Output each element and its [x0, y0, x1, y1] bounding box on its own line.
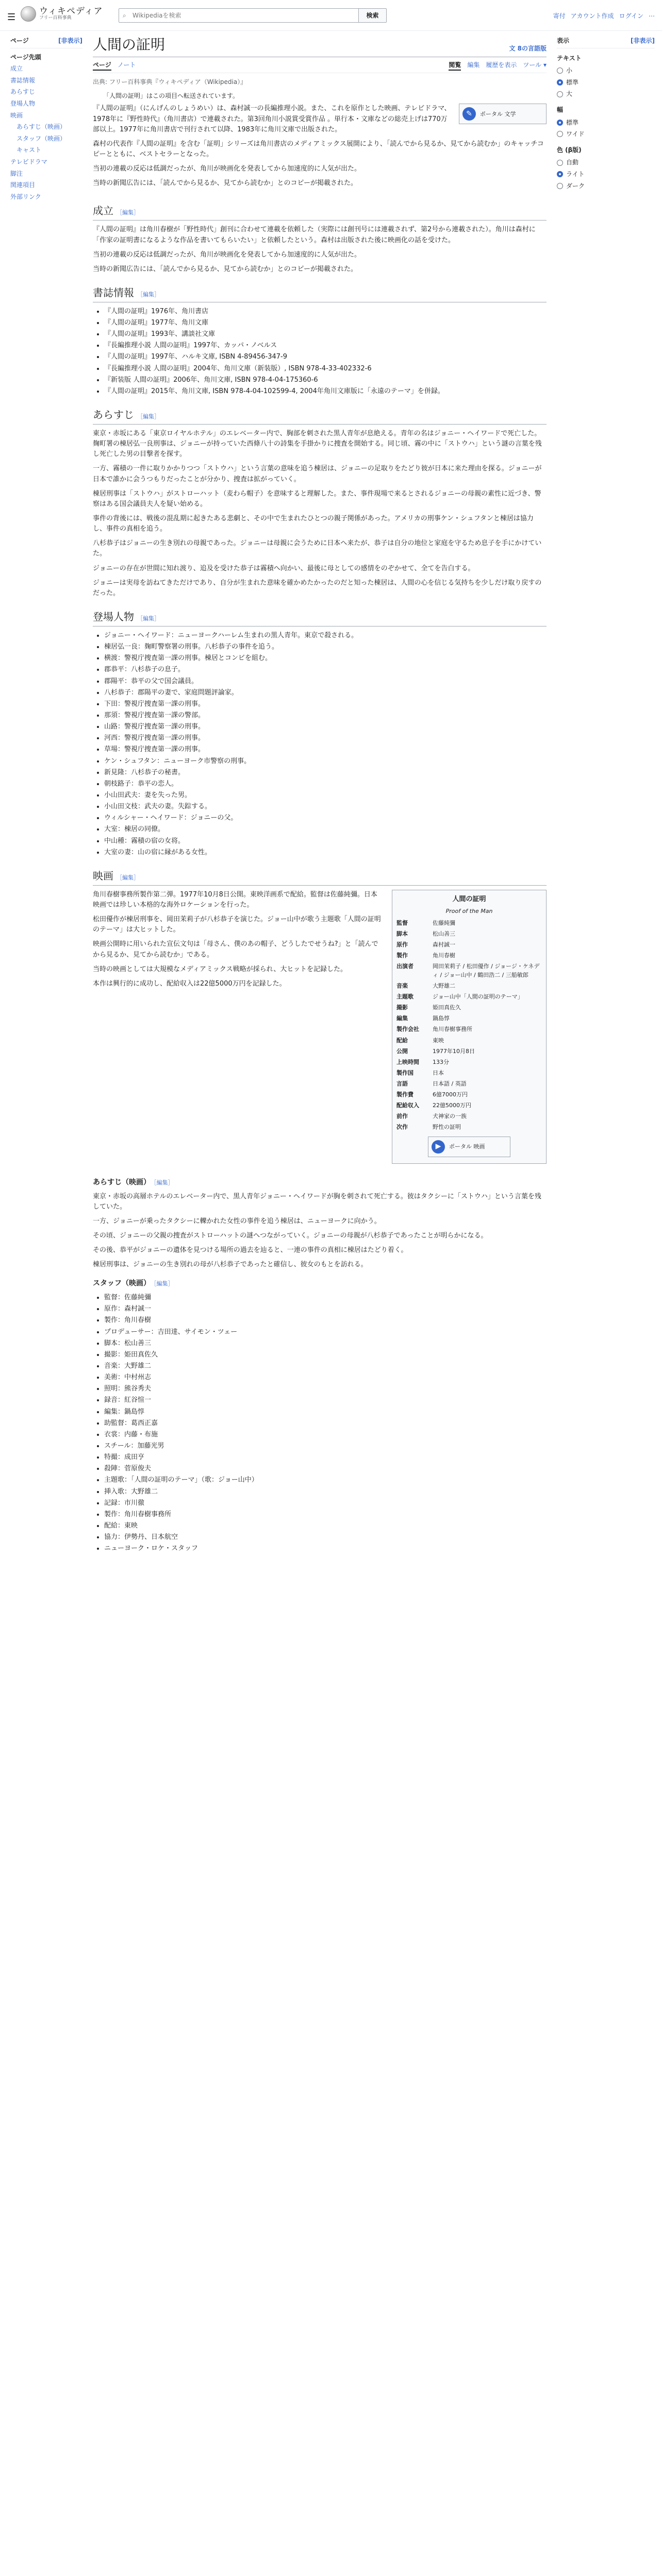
globe-icon: [21, 6, 36, 22]
arasuji-eiga-paragraph: その後、恭平がジョニーの遺体を見つける場所の過去を辿ると、一連の事件の真相に棟居はたどり着く。: [93, 1246, 408, 1255]
toc-item-external[interactable]: 外部リンク: [10, 193, 41, 200]
table-row: 上映時間 133分: [396, 1058, 449, 1065]
table-row: 主題歌 ジョー山中「人間の証明のテーマ」: [396, 993, 523, 1001]
width-standard-option[interactable]: 標準: [557, 117, 655, 129]
intro-paragraph-1: 『人間の証明』（にんげんのしょうめい）は、森村誠一の長編推理小説。また、これを原作とした映画、テレビドラマ、1978年に『野性時代』（角川書店）で連載された。第3回角川小説賞受賞作品 。単行本・文庫などの総売上げは770万部以上。1977年に角川書店で刊行されて以降、1983年に角川文庫で出版された。: [93, 105, 451, 133]
search-bar: [119, 8, 387, 23]
text-size-small-option[interactable]: 小: [557, 65, 655, 77]
list-item: • 衣裳：内藤・布施: [104, 1430, 547, 1440]
toc-item-related[interactable]: 関連項目: [10, 181, 36, 189]
portal-box[interactable]: [459, 104, 547, 124]
list-item: • 『長編推理小説 人間の証明』1997年、カッパ・ノベルス: [104, 341, 547, 351]
arasuji-eiga-paragraph: 東京・赤坂の高層ホテルのエレベーター内で、黒人青年ジョニー・ヘイワードが胸を刺されて死亡する。彼はタクシーに「ストウハ」という言葉を残していた。: [93, 1192, 541, 1211]
heading-jinbutsu: 登場人物 ［編集］: [93, 609, 547, 626]
edit-link[interactable]: ［編集］: [117, 874, 139, 881]
seiritsu-paragraph-3: 当時の新聞広告には、「読んでから見るか、見てから読むか」とのコピーが掲載された。: [93, 265, 357, 273]
list-item: • 助監督：葛西正嘉: [104, 1418, 547, 1429]
infobox-subtitle: Proof of the Man: [445, 907, 493, 914]
toc-item-arasuji[interactable]: あらすじ: [10, 88, 36, 96]
tab-edit[interactable]: 編集: [467, 61, 480, 69]
arasuji-paragraph: 一方、霧積の一件に取りかかりつつ「ストウハ」という言葉の意味を追う棟居は、ジョニーの足取りをたどり彼が日本に来た理由を探る。ジョニーが日本で誰かに会うつもりだったことが分かり、捜査は拡がっていく。: [93, 465, 542, 483]
toc-heading: ページ: [10, 37, 29, 44]
staff-list: [104, 1293, 547, 1554]
table-row: 出演者 岡田茉莉子 / 松田優作 / ジョージ・ケネディ / ジョー山中 / 鶴田浩二 / 三船敏郎: [396, 963, 540, 979]
arasuji-eiga-paragraph: 棟居刑事は、ジョニーの生き別れの母が八杉恭子であったと確信し、彼女のもとを訪れる。: [93, 1261, 368, 1269]
site-header: [0, 0, 662, 31]
list-item: • 『人間の証明』1976年、角川書店: [104, 307, 547, 317]
toc-item-cast[interactable]: キャスト: [16, 146, 42, 154]
heading-staff: スタッフ（映画） ［編集］: [93, 1279, 174, 1288]
heading-shoshi: 書誌情報 ［編集］: [93, 285, 547, 302]
seiritsu-paragraph-1: 『人間の証明』は角川春樹が「野性時代」創刊に合わせて連載を依頼した（実際には創刊号には連載されず、第2号から連載された）。角川は森村に「作家の証明書になるような作品を書いてもらいたい」と依頼したという。森村は出版された後に映画化の話を受けた。: [93, 226, 536, 244]
eiga-paragraph-5: 本作は興行的に成功し、配給収入は22億5000万円を記録した。: [93, 979, 286, 988]
text-size-large-option[interactable]: 大: [557, 88, 655, 100]
radio-selected-icon: [557, 120, 563, 126]
heading-eiga: 映画 ［編集］: [93, 868, 547, 886]
seiritsu-paragraph-2: 当初の連載の反応は低調だったが、角川が映画化を発表してから加速度的に人気が出た。: [93, 250, 361, 259]
eiga-paragraph-2: 松田優作が棟居刑事を、岡田茉莉子が八杉恭子を演じた。ジョー山中が歌う主題歌「人間の証明のテーマ」は大ヒットした。: [93, 916, 381, 934]
text-size-label: テキスト: [557, 54, 582, 62]
radio-icon: [557, 160, 563, 166]
list-item: • 協力：伊勢丹、日本航空: [104, 1532, 547, 1543]
list-item: • 主題歌：「人間の証明のテーマ」（歌：ジョー山中）: [104, 1475, 547, 1485]
appearance-panel: [557, 36, 655, 192]
list-item: • 小山田武夫：妻を失った男。: [104, 790, 547, 801]
infobox-table: [394, 918, 544, 1132]
heading-arasuji: あらすじ ［編集］: [93, 407, 547, 425]
radio-icon: [557, 131, 563, 137]
list-item: • 原作：森村誠一: [104, 1304, 547, 1314]
toc-item-notes[interactable]: 脚注: [10, 170, 23, 177]
intro-paragraph-2: 森村の代表作『人間の証明』を含む「証明」シリーズは角川書店のメディアミックス展開により、「読んでから見るか、見てから読むか」のキャッチコピーとともに、ベストセラーとなった。: [93, 140, 544, 158]
table-row: 公開 1977年10月8日: [396, 1047, 475, 1055]
list-item: • 記録：市川徹: [104, 1498, 547, 1509]
arasuji-paragraph: 棟居刑事は「ストウハ」がストローハット（麦わら帽子）を意味すると理解した。また、事件現場で来るとされるジョニーの母親の素性に近づき、警察はある国会議員夫人を疑い始める。: [93, 489, 541, 508]
list-item: • 脚本：松山善三: [104, 1338, 547, 1349]
list-item: • 郡恭平：八杉恭子の息子。: [104, 665, 547, 675]
edit-link[interactable]: ［編集］: [117, 209, 139, 216]
shoshi-list: [104, 307, 547, 397]
list-item: • 殺陣：菅原俊夫: [104, 1464, 547, 1474]
edit-link[interactable]: ［編集］: [137, 413, 160, 420]
page-title: 人間の証明: [93, 36, 166, 53]
article-content: [93, 36, 547, 1558]
list-item: • 棟居弘一良：麹町警察署の刑事。八杉恭子の事件を追う。: [104, 642, 547, 652]
eiga-paragraph-4: 当時の映画としては大規模なメディアミックス戦略が採られ、大ヒットを記録した。: [93, 965, 347, 973]
width-label: 幅: [557, 106, 564, 113]
list-item: • 大室：棟居の同僚。: [104, 824, 547, 835]
hamburger-menu-icon[interactable]: ☰: [7, 12, 16, 23]
portal-label: ポータル 文学: [480, 110, 516, 117]
logo-title: ウィキペディア: [39, 6, 103, 16]
table-row: 編集 鍋島惇: [396, 1015, 450, 1022]
search-input[interactable]: [119, 8, 359, 23]
tab-read[interactable]: 閲覧: [449, 60, 461, 71]
table-of-contents: [10, 36, 82, 202]
edit-link[interactable]: ［編集］: [137, 291, 160, 298]
list-item: • 横渡：警視庁捜査第一課の刑事。棟居とコンビを組む。: [104, 653, 547, 664]
tab-page[interactable]: ページ: [93, 60, 111, 71]
eiga-paragraph-1: 角川春樹事務所製作第二弾。1977年10月8日公開。東映洋画系で配給。監督は佐藤純彌。日本映画では珍しい本格的な海外ロケーションを行った。: [93, 890, 377, 909]
radio-icon: [557, 67, 563, 74]
table-row: 監督 佐藤純彌: [396, 920, 455, 927]
list-item: • 『長編推理小説 人間の証明』2004年、角川文庫（新装版）, ISBN 978-4-33-402332-6: [104, 364, 547, 374]
list-item: • 配給：東映: [104, 1521, 547, 1531]
list-item: • 大室の妻：山の宿に縁がある女性。: [104, 848, 547, 858]
list-item: • 郡陽平：恭平の父で国会議員。: [104, 676, 547, 687]
text-size-standard-option[interactable]: 標準: [557, 77, 655, 89]
list-item: • 草場：警視庁捜査第一課の刑事。: [104, 744, 547, 755]
color-dark-option[interactable]: ダーク: [557, 180, 655, 192]
toc-item-seiritsu[interactable]: 成立: [10, 65, 23, 73]
page-tabs: [93, 60, 547, 74]
list-item: • 『人間の証明』1993年、講談社文庫: [104, 329, 547, 340]
login-link[interactable]: ログイン: [619, 12, 643, 20]
table-row: 脚本 松山善三: [396, 930, 455, 938]
film-portal-box[interactable]: [428, 1137, 510, 1157]
toc-item-eiga[interactable]: 映画: [10, 111, 23, 119]
book-icon: ✎: [462, 107, 476, 121]
list-item: • プロデューサー：吉田達、サイモン・ツェー: [104, 1327, 547, 1337]
toc-hide-link[interactable]: [非表示]: [58, 37, 82, 44]
table-row: 製作会社 角川春樹事務所: [396, 1026, 472, 1033]
table-row: 次作 野性の証明: [396, 1123, 461, 1130]
tab-tools[interactable]: ツール ▾: [523, 61, 547, 69]
edit-link[interactable]: ［編集］: [154, 1179, 174, 1186]
table-row: 原作 森村誠一: [396, 941, 455, 948]
film-icon: ▶: [432, 1140, 445, 1154]
tab-history[interactable]: 履歴を表示: [486, 61, 517, 69]
arasuji-paragraph: ジョニーは実母を訪ねてきただけであり、自分が生まれた意味を確かめたかったのだと知った棟居は、人間の心を信じる気持ちを少しだけ取り戻すのだった。: [93, 579, 542, 597]
arasuji-paragraph: 東京・赤坂にある「東京ロイヤルホテル」のエレベーター内で、胸部を刺された黒人青年が息絶える。青年の名はジョニー・ヘイワードで死亡した。麹町署の棟居弘一良刑事は、ジョニーが持っていた西條八十の詩集を手掛かりに捜査を開始する。同じ頃、霧の中に「ストウハ」という謎の言葉を残し死亡した男の目撃者を探す。: [93, 430, 542, 459]
user-links: [553, 11, 655, 21]
list-item: • 監督：佐藤純彌: [104, 1293, 547, 1303]
list-item: • 美術：中村州志: [104, 1372, 547, 1383]
jinbutsu-list: [104, 631, 547, 858]
list-item: • ケン・シュフタン：ニューヨーク市警察の刑事。: [104, 756, 547, 767]
hatnote: 「人間の証明」はこの項目へ転送されています。: [103, 92, 239, 99]
list-item: • 撮影：姫田真佐久: [104, 1350, 547, 1360]
list-item: • 朝枝路子：恭平の恋人。: [104, 779, 547, 789]
create-account-link[interactable]: アカウント作成: [570, 12, 614, 20]
radio-icon: [557, 183, 563, 189]
list-item: • 製作：角川春樹事務所: [104, 1510, 547, 1520]
language-button[interactable]: 文 8の言語版: [509, 45, 547, 52]
list-item: • ウィルシャー・ヘイワード：ジョニーの父。: [104, 813, 547, 823]
film-infobox: [392, 890, 547, 1164]
table-row: 言語 日本語 / 英語: [396, 1080, 467, 1087]
heading-arasuji-eiga: あらすじ（映画） ［編集］: [93, 1178, 174, 1187]
table-row: 撮影 姫田真佐久: [396, 1004, 461, 1011]
infobox-title: 人間の証明: [452, 895, 486, 903]
arasuji-eiga-paragraph: その頃、ジョニーの父親の捜査がストローハットの謎へつながっていく。ジョニーの母親が八杉恭子であったことが明らかになる。: [93, 1232, 488, 1240]
intro-paragraph-3: 当初の連載の反応は低調だったが、角川が映画化を発表してから加速度的に人気が出た。: [93, 165, 361, 173]
list-item: • 編集：鍋島惇: [104, 1407, 547, 1417]
color-light-option[interactable]: ライト: [557, 168, 655, 180]
list-item: • 小山田文枝：武夫の妻。失踪する。: [104, 802, 547, 812]
list-item: • 河西：警視庁捜査第一課の刑事。: [104, 733, 547, 743]
appearance-hide-link[interactable]: [非表示]: [631, 37, 655, 44]
list-item: • 照明：熊谷秀夫: [104, 1384, 547, 1394]
list-item: • 挿入歌：大野雄二: [104, 1487, 547, 1497]
list-item: • ニューヨーク・ロケ・スタッフ: [104, 1544, 547, 1554]
list-item: • 音楽：大野雄二: [104, 1361, 547, 1371]
list-item: • 製作：角川春樹: [104, 1315, 547, 1326]
list-item: • ジョニー・ヘイワード：ニューヨークハーレム生まれの黒人青年。東京で殺される。: [104, 631, 547, 641]
source-line: 出典: フリー百科事典『ウィキペディア（Wikipedia）』: [93, 78, 247, 86]
toc-item-arasuji-eiga[interactable]: あらすじ（映画）: [16, 123, 67, 131]
toc-item-tv[interactable]: テレビドラマ: [10, 158, 47, 165]
list-item: • 八杉恭子：郡陽平の妻で、家庭問題評論家。: [104, 688, 547, 698]
wikipedia-logo[interactable]: [21, 6, 103, 22]
table-row: 製作費 6億7000万円: [396, 1091, 468, 1098]
toc-item-jinbutsu[interactable]: 登場人物: [10, 99, 36, 107]
logo-subtitle: フリー百科事典: [39, 15, 72, 21]
edit-link[interactable]: ［編集］: [154, 1280, 174, 1287]
list-item: • 『人間の証明』2015年、角川文庫, ISBN 978-4-04-102599-4, 2004年角川文庫版に「永遠のテーマ」を併録。: [104, 386, 547, 397]
search-icon: ⌕: [123, 12, 126, 19]
film-portal-label: ポータル 映画: [449, 1143, 485, 1150]
width-wide-option[interactable]: ワイド: [557, 128, 655, 140]
heading-seiritsu: 成立 ［編集］: [93, 203, 547, 221]
table-row: 配給 東映: [396, 1037, 444, 1044]
toc-item-shoshi[interactable]: 書誌情報: [10, 76, 36, 84]
list-item: • スチール：加藤光男: [104, 1441, 547, 1451]
list-item: • 下田：警視庁捜査第一課の刑事。: [104, 699, 547, 709]
donate-link[interactable]: 寄付: [553, 12, 566, 20]
radio-icon: [557, 91, 563, 97]
table-row: 配給収入 22億5000万円: [396, 1101, 471, 1109]
toc-item-top[interactable]: ページ先頭: [10, 53, 41, 61]
arasuji-paragraph: 事件の背後には、戦後の混乱期に起きたある悲劇と、その中で生まれたひとつの親子関係があった。アメリカの刑事ケン・シュフタンと棟居は協力し、事件の真相を追う。: [93, 515, 534, 533]
intro-paragraph-4: 当時の新聞広告には、「読んでから見るか、見てから読むか」とのコピーが掲載された。: [93, 179, 357, 188]
eiga-paragraph-3: 映画公開時に用いられた宣伝文句は「母さん、僕のあの帽子、どうしたでせうね?」と「読んでから見るか、見てから読むか」である。: [93, 940, 378, 959]
tab-talk[interactable]: ノート: [117, 61, 136, 69]
list-item: • 中山種：霧積の宿の女将。: [104, 836, 547, 846]
arasuji-eiga-paragraph: 一方、ジョニーが乗ったタクシーに轢かれた女性の事件を追う棟居は、ニューヨークに向かう。: [93, 1217, 381, 1225]
color-auto-option[interactable]: 自動: [557, 157, 655, 168]
list-item: • 『人間の証明』1977年、角川文庫: [104, 318, 547, 328]
toc-item-staff[interactable]: スタッフ（映画）: [16, 134, 67, 142]
list-item: • 山路：警視庁捜査第一課の刑事。: [104, 722, 547, 732]
edit-link[interactable]: ［編集］: [137, 615, 160, 622]
table-row: 製作国 日本: [396, 1069, 444, 1076]
search-button[interactable]: 検索: [359, 8, 387, 23]
appearance-heading: 表示: [557, 37, 570, 44]
arasuji-paragraph: 八杉恭子はジョニーの生き別れの母親であった。ジョニーは母親に会うために日本へ来たが、恭子は自分の地位と家庭を守るため息子を手にかけていた。: [93, 539, 542, 558]
table-row: 音楽 大野雄二: [396, 982, 455, 990]
more-menu-icon[interactable]: ⋯: [649, 12, 655, 20]
table-row: 製作 角川春樹: [396, 952, 455, 959]
table-row: 前作 犬神家の一族: [396, 1112, 467, 1120]
radio-selected-icon: [557, 171, 563, 177]
list-item: • 特撮：成田亨: [104, 1452, 547, 1463]
radio-selected-icon: [557, 79, 563, 86]
list-item: • 『新装版 人間の証明』2006年、角川文庫, ISBN 978-4-04-175360-6: [104, 375, 547, 385]
list-item: • 『人間の証明』1997年、ハルキ文庫, ISBN 4-89456-347-9: [104, 352, 547, 362]
list-item: • 那須：警視庁捜査第一課の警部。: [104, 710, 547, 721]
arasuji-paragraph: ジョニーの存在が世間に知れ渡り、追及を受けた恭子は霧積へ向かい、最後に母としての感情をのぞかせて、全てを告白する。: [93, 564, 475, 572]
list-item: • 録音：紅谷愃一: [104, 1395, 547, 1405]
list-item: • 新見隆：八杉恭子の秘書。: [104, 768, 547, 778]
color-label: 色 (β版): [557, 146, 582, 154]
